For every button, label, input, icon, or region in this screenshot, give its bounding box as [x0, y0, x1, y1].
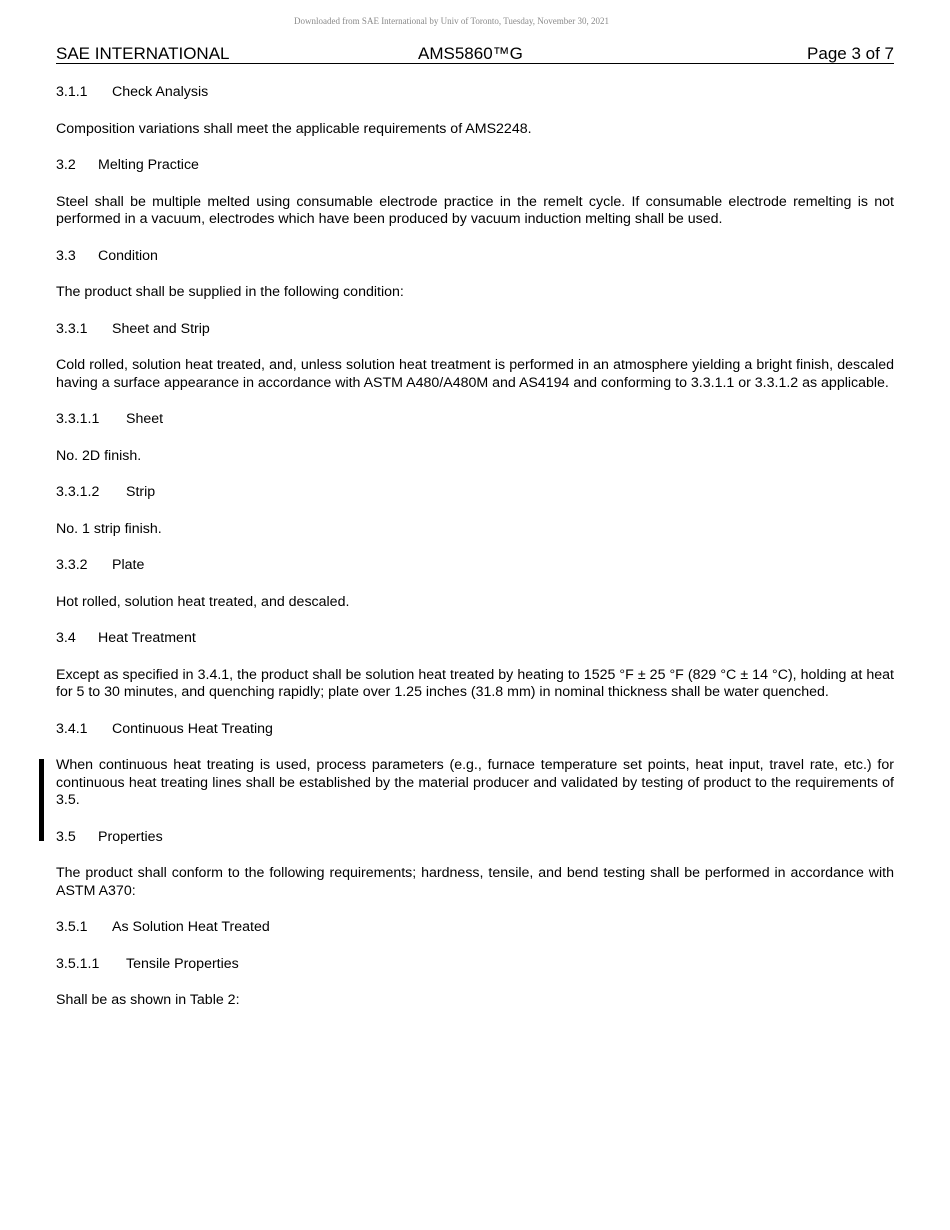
section-number: 3.3.1 [56, 320, 88, 337]
section-number: 3.4.1 [56, 720, 88, 737]
section-title: Sheet [126, 411, 164, 427]
section-heading [56, 84, 894, 102]
section-number: 3.5 [56, 828, 76, 845]
document-body [56, 84, 894, 1029]
section-paragraph: No. 1 strip finish. [56, 520, 162, 537]
section-heading [56, 630, 894, 648]
section-paragraph: Hot rolled, solution heat treated, and descaled. [56, 593, 350, 610]
section-number: 3.3 [56, 247, 76, 264]
section-number: 3.5.1 [56, 919, 88, 935]
section-title: As Solution Heat Treated [112, 919, 270, 935]
section-number: 3.3.2 [56, 557, 88, 573]
section-paragraph: Steel shall be multiple melted using consumable electrode practice in the remelt cycle. If consumable electrode remelting is not performed in a vacuum, electrodes which have been produced by vacuum induction melting shall be used. [56, 193, 894, 227]
section-title: Condition [98, 247, 158, 264]
section-heading [56, 248, 894, 266]
section-title: Check Analysis [112, 84, 209, 100]
header-doc-id: AMS5860™G [418, 44, 523, 63]
section-title: Plate [112, 557, 145, 573]
section-title: Heat Treatment [98, 630, 196, 646]
section-number: 3.3.1.1 [56, 411, 100, 427]
section-paragraph: No. 2D finish. [56, 447, 142, 464]
revision-change-bar [39, 759, 44, 841]
download-watermark: Downloaded from SAE International by Univ of Toronto, Tuesday, November 30, 2021 [293, 16, 610, 26]
header-page-number: Page 3 of 7 [807, 44, 894, 63]
section-paragraph: Composition variations shall meet the applicable requirements of AMS2248. [56, 120, 532, 137]
section-paragraph: The product shall be supplied in the following condition: [56, 284, 404, 300]
section-title: Continuous Heat Treating [112, 720, 273, 737]
section-heading [56, 829, 894, 847]
section-title: Properties [98, 828, 163, 845]
section-title: Strip [126, 484, 156, 500]
section-title: Sheet and Strip [112, 320, 210, 337]
section-heading [56, 919, 894, 937]
section-title: Melting Practice [98, 157, 199, 173]
header-org: SAE INTERNATIONAL [56, 44, 230, 63]
section-paragraph: When continuous heat treating is used, process parameters (e.g., furnace temperature set points, heat input, travel rate, etc.) for continuous heat treating lines shall be established by the material producer and validated by testing of product to the requirements of 3.5. [56, 757, 894, 808]
section-heading [56, 484, 894, 502]
section-number: 3.2 [56, 157, 76, 173]
section-number: 3.5.1.1 [56, 955, 100, 972]
section-paragraph: Except as specified in 3.4.1, the product shall be solution heat treated by heating to 1525 °F ± 25 °F (829 °C ± 14 °C), holding at heat for 5 to 30 minutes, and quenching rapidly; plate over 1.25 inches (31.8 mm) in nominal thickness shall be water quenched. [56, 666, 894, 700]
section-heading [56, 411, 894, 429]
page-header [56, 44, 894, 64]
section-number: 3.3.1.2 [56, 484, 100, 500]
section-number: 3.4 [56, 630, 76, 646]
section-heading [56, 157, 894, 175]
section-heading [56, 956, 894, 974]
section-heading [56, 321, 894, 339]
section-number: 3.1.1 [56, 84, 88, 100]
section-heading [56, 557, 894, 575]
section-paragraph: Cold rolled, solution heat treated, and, unless solution heat treatment is performed in an atmosphere yielding a bright finish, descaled having a surface appearance in accordance with ASTM A480/A480M and AS4194 and conforming to 3.3.1.1 or 3.3.1.2 as applicable. [56, 357, 894, 391]
section-paragraph: Shall be as shown in Table 2: [56, 992, 240, 1008]
section-title: Tensile Properties [126, 955, 239, 972]
section-heading [56, 721, 894, 739]
section-paragraph: The product shall conform to the following requirements; hardness, tensile, and bend testing shall be performed in accordance with ASTM A370: [56, 865, 894, 899]
